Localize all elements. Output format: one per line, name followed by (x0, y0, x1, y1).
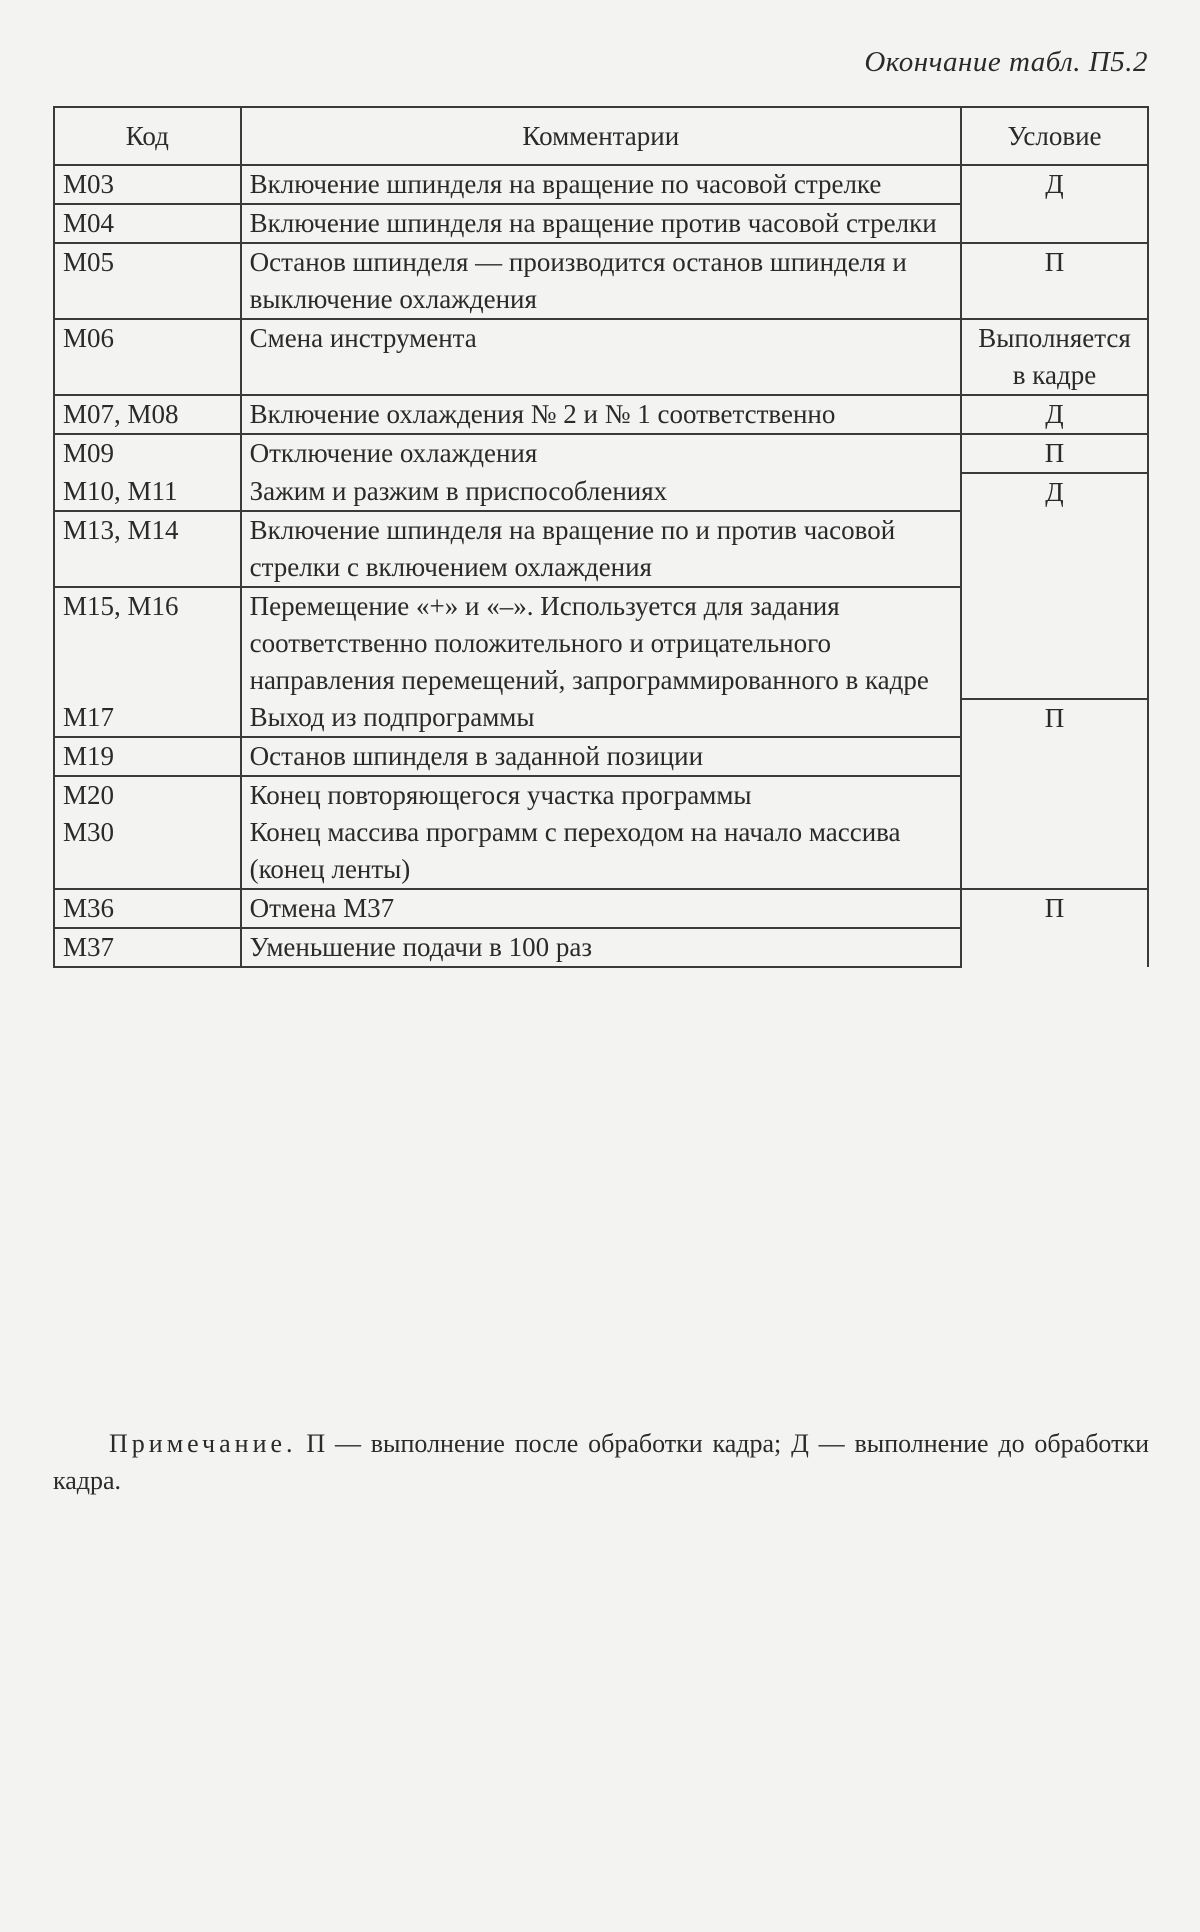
comment-cell: Включение охлаждения № 2 и № 1 соответственно (241, 395, 961, 434)
comment-cell: Конец массива программ с переходом на начало массива (конец ленты) (241, 814, 961, 889)
code-cell: М10, М11 (54, 473, 241, 511)
comment-cell: Отключение охлаждения (241, 434, 961, 473)
table-row (54, 243, 1148, 319)
condition-cell: Д (961, 165, 1148, 243)
code-cell: М17 (54, 699, 241, 737)
condition-cell: П (961, 699, 1148, 889)
codes-table (53, 106, 1149, 968)
condition-cell: Д (961, 473, 1148, 699)
comment-cell: Останов шпинделя — производится останов шпинделя и выключение охлаждения (241, 243, 961, 319)
comment-cell: Выход из подпрограммы (241, 699, 961, 737)
table-row (54, 165, 1148, 204)
code-cell: М20 (54, 776, 241, 814)
code-cell: М36 (54, 889, 241, 928)
comment-cell: Зажим и разжим в приспособлениях (241, 473, 961, 511)
condition-cell: П (961, 889, 1148, 967)
table-row (54, 319, 1148, 395)
condition-cell: Выполняется в кадре (961, 319, 1148, 395)
code-cell: М30 (54, 814, 241, 889)
code-cell: М07, М08 (54, 395, 241, 434)
table-row (54, 699, 1148, 737)
comment-cell: Конец повторяющегося участка программы (241, 776, 961, 814)
code-cell: М06 (54, 319, 241, 395)
header-comment: Комментарии (241, 107, 961, 165)
table-caption: Окончание табл. П5.2 (864, 46, 1148, 78)
note-label: Примечание. (109, 1429, 297, 1458)
code-cell: М13, М14 (54, 511, 241, 587)
condition-cell: П (961, 243, 1148, 319)
comment-cell: Останов шпинделя в заданной позиции (241, 737, 961, 776)
condition-cell: Д (961, 395, 1148, 434)
code-cell: М37 (54, 928, 241, 967)
table-row (54, 473, 1148, 511)
table-row (54, 889, 1148, 928)
header-code: Код (54, 107, 241, 165)
code-cell: М15, М16 (54, 587, 241, 699)
table-header-row (54, 107, 1148, 165)
comment-cell: Перемещение «+» и «–». Используется для задания соответственно положительного и отрицательного направления перемещений, запрограммированного в кадре (241, 587, 961, 699)
comment-cell: Включение шпинделя на вращение по и против часовой стрелки с включением охлаждения (241, 511, 961, 587)
note-text: П — выполнение после обработки кадра; Д — выполнение до обработки кадра. (53, 1429, 1149, 1495)
code-cell: М09 (54, 434, 241, 473)
table-row (54, 434, 1148, 473)
table-note (53, 1425, 1149, 1499)
comment-cell: Включение шпинделя на вращение против часовой стрелки (241, 204, 961, 243)
comment-cell: Отмена М37 (241, 889, 961, 928)
comment-cell: Включение шпинделя на вращение по часовой стрелке (241, 165, 961, 204)
code-cell: М04 (54, 204, 241, 243)
table-row (54, 395, 1148, 434)
code-cell: М05 (54, 243, 241, 319)
header-condition: Условие (961, 107, 1148, 165)
code-cell: М03 (54, 165, 241, 204)
comment-cell: Смена инструмента (241, 319, 961, 395)
comment-cell: Уменьшение подачи в 100 раз (241, 928, 961, 967)
condition-cell: П (961, 434, 1148, 473)
code-cell: М19 (54, 737, 241, 776)
